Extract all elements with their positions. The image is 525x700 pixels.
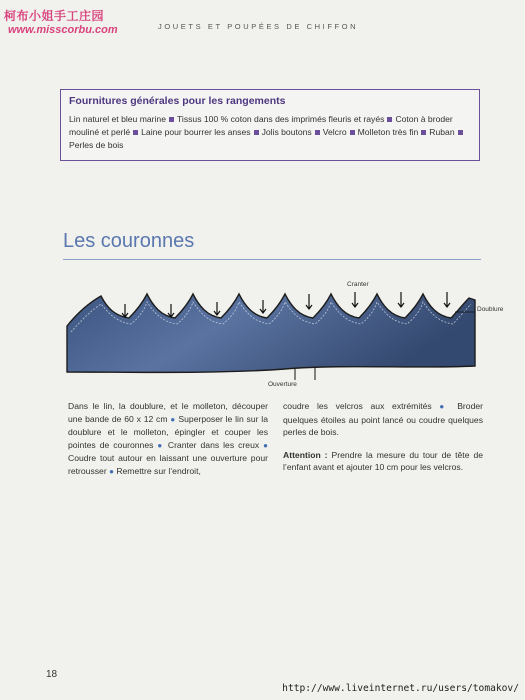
bullet-square-icon xyxy=(133,130,138,135)
bullet-dot-icon: ● xyxy=(263,440,268,450)
label-cranter: Cranter xyxy=(347,281,369,288)
supply-item: Perles de bois xyxy=(69,140,124,150)
label-doublure: Doublure xyxy=(477,306,504,313)
instruction-step: Broder quelques étoiles au point lancé ou coudre quelques perles de bois. xyxy=(283,401,483,438)
crown-pattern-diagram xyxy=(55,274,505,389)
supply-item: Laine pour bourrer les anses xyxy=(141,127,251,137)
supplies-box xyxy=(60,89,480,161)
bullet-dot-icon: ● xyxy=(439,402,450,411)
instruction-step: coudre les velcros aux extrémités xyxy=(283,401,432,411)
bullet-square-icon xyxy=(458,130,463,135)
watermark-logo: 柯布小姐手工庄园 xyxy=(4,9,105,23)
supply-item: Lin naturel et bleu marine xyxy=(69,114,166,124)
bullet-square-icon xyxy=(315,130,320,135)
bullet-dot-icon: ● xyxy=(170,414,176,424)
bullet-square-icon xyxy=(254,130,259,135)
instruction-step: Dans le lin, la doublure, et le molleton, découper une bande de 60 x 12 cm xyxy=(68,401,268,424)
page-number: 18 xyxy=(46,669,58,680)
supply-item: Molleton très fin xyxy=(357,127,419,137)
attention-label: Attention : xyxy=(283,449,328,460)
label-ouverture: Ouverture xyxy=(268,381,297,388)
footer-url[interactable]: http://www.liveinternet.ru/users/tomakov/ xyxy=(282,683,519,694)
instruction-step: Superposer le lin sur la doublure et le molleton, épingler et couper les pointes de couronnes xyxy=(68,413,268,450)
running-head: JOUETS ET POUPÉES DE CHIFFON xyxy=(158,22,359,31)
supply-item: Velcro xyxy=(322,127,347,137)
supply-item: Coton à broder mouliné et perlé xyxy=(69,114,453,137)
supplies-title: Fournitures générales pour les rangements xyxy=(69,95,286,107)
bullet-square-icon xyxy=(421,130,426,135)
bullet-square-icon xyxy=(169,117,174,122)
section-title: Les couronnes xyxy=(63,230,195,252)
instruction-step: Coudre tout autour en laissant une ouverture pour retrousser xyxy=(68,453,268,476)
instruction-step: Cranter dans les creux xyxy=(167,439,260,450)
watermark-site[interactable]: www.misscorbu.com xyxy=(8,24,118,36)
supplies-list xyxy=(69,113,471,152)
attention-note xyxy=(283,449,483,474)
instructions-column-1 xyxy=(68,400,268,479)
instruction-step: Remettre sur l’endroit, xyxy=(116,465,201,476)
bullet-square-icon xyxy=(350,130,355,135)
instructions-paragraph xyxy=(283,400,483,439)
attention-text: Prendre la mesure du tour de tête de l’enfant avant et ajouter 10 cm pour les velcros. xyxy=(283,449,484,473)
bullet-square-icon xyxy=(387,117,392,122)
section-divider xyxy=(63,259,481,260)
supply-item: Tissus 100 % coton dans des imprimés fleuris et rayés xyxy=(176,114,385,124)
supply-item: Ruban xyxy=(429,127,455,137)
bullet-dot-icon: ● xyxy=(109,466,114,476)
bullet-dot-icon: ● xyxy=(157,440,164,450)
crown-band-shape xyxy=(67,294,475,372)
supply-item: Jolis boutons xyxy=(261,127,312,137)
instructions-column-2 xyxy=(283,400,483,474)
